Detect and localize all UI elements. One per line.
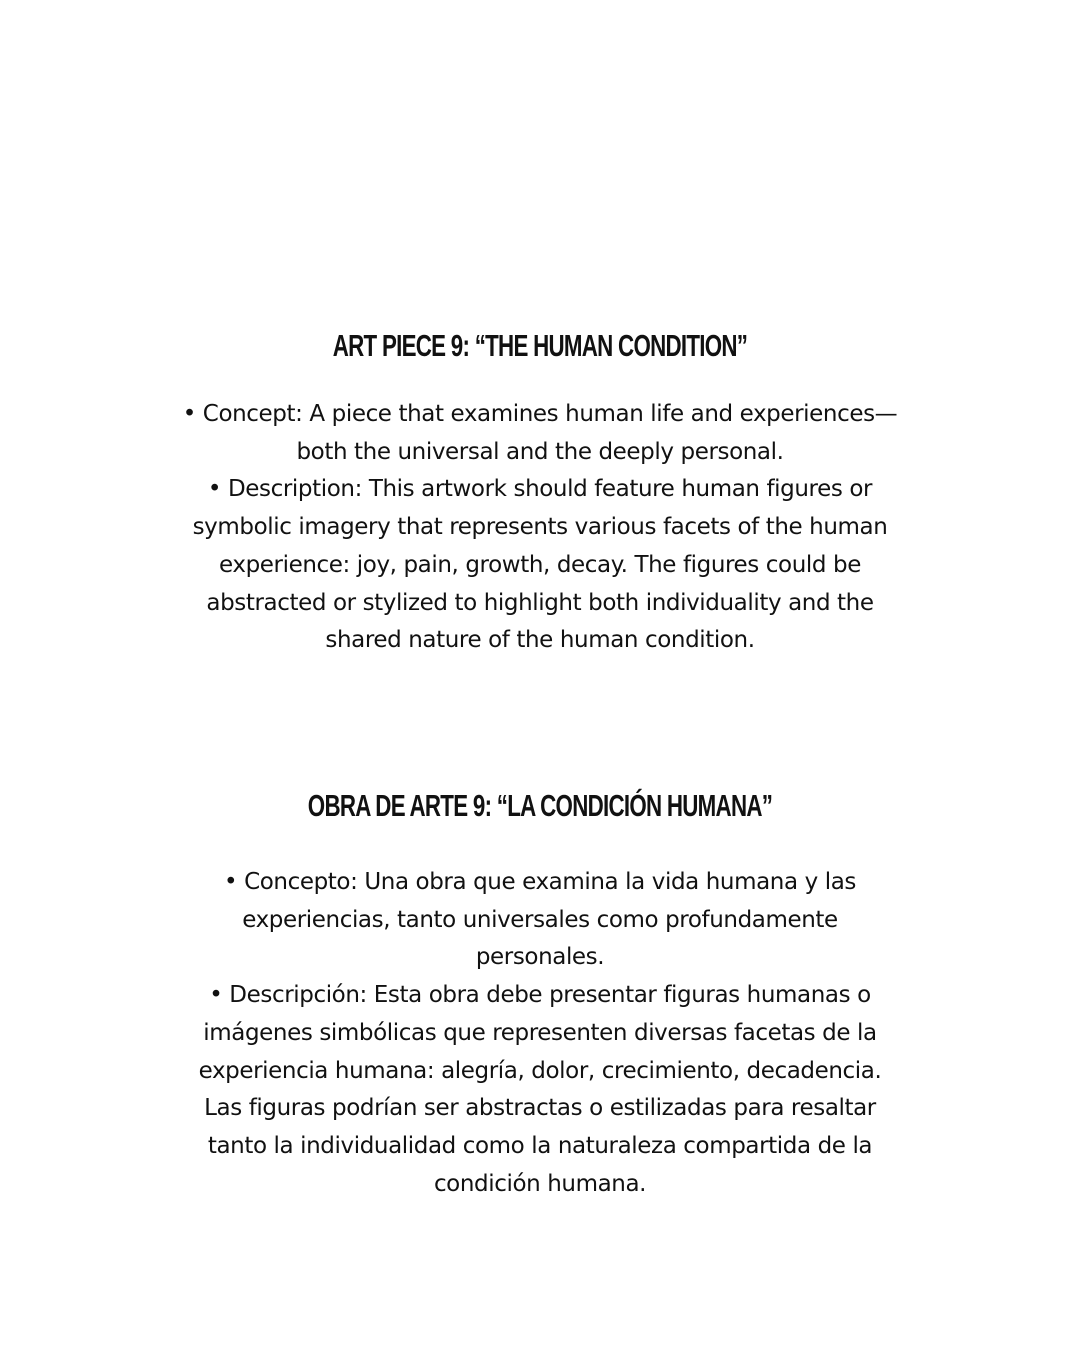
english-section bbox=[0, 326, 1080, 660]
english-description: • Description: This artwork should feature human figures or symbolic imagery that represents various facets of the human experience: joy, pain, growth, decay. The figures could be abstracted or stylized to highlight both individuality and the shared nature of the human condition. bbox=[192, 476, 888, 654]
spanish-section bbox=[0, 786, 1080, 1203]
spanish-description: • Descripción: Esta obra debe presentar figuras humanas o imágenes simbólicas que representen diversas facetas de la experiencia humana: alegría, dolor, crecimiento, decadencia. Las figuras podrían ser abstractas o estilizadas para resaltar tanto la individualidad como la naturaleza compartida de la condición humana. bbox=[198, 982, 882, 1197]
spanish-concept: • Concepto: Una obra que examina la vida humana y las experiencias, tanto universales como profundamente personales. bbox=[224, 869, 856, 971]
spanish-title: OBRA DE ARTE 9: “LA CONDICIÓN HUMANA” bbox=[307, 788, 773, 823]
english-title: ART PIECE 9: “THE HUMAN CONDITION” bbox=[332, 328, 748, 363]
english-concept: • Concept: A piece that examines human life and experiences— both the universal and the deeply personal. bbox=[182, 401, 898, 465]
